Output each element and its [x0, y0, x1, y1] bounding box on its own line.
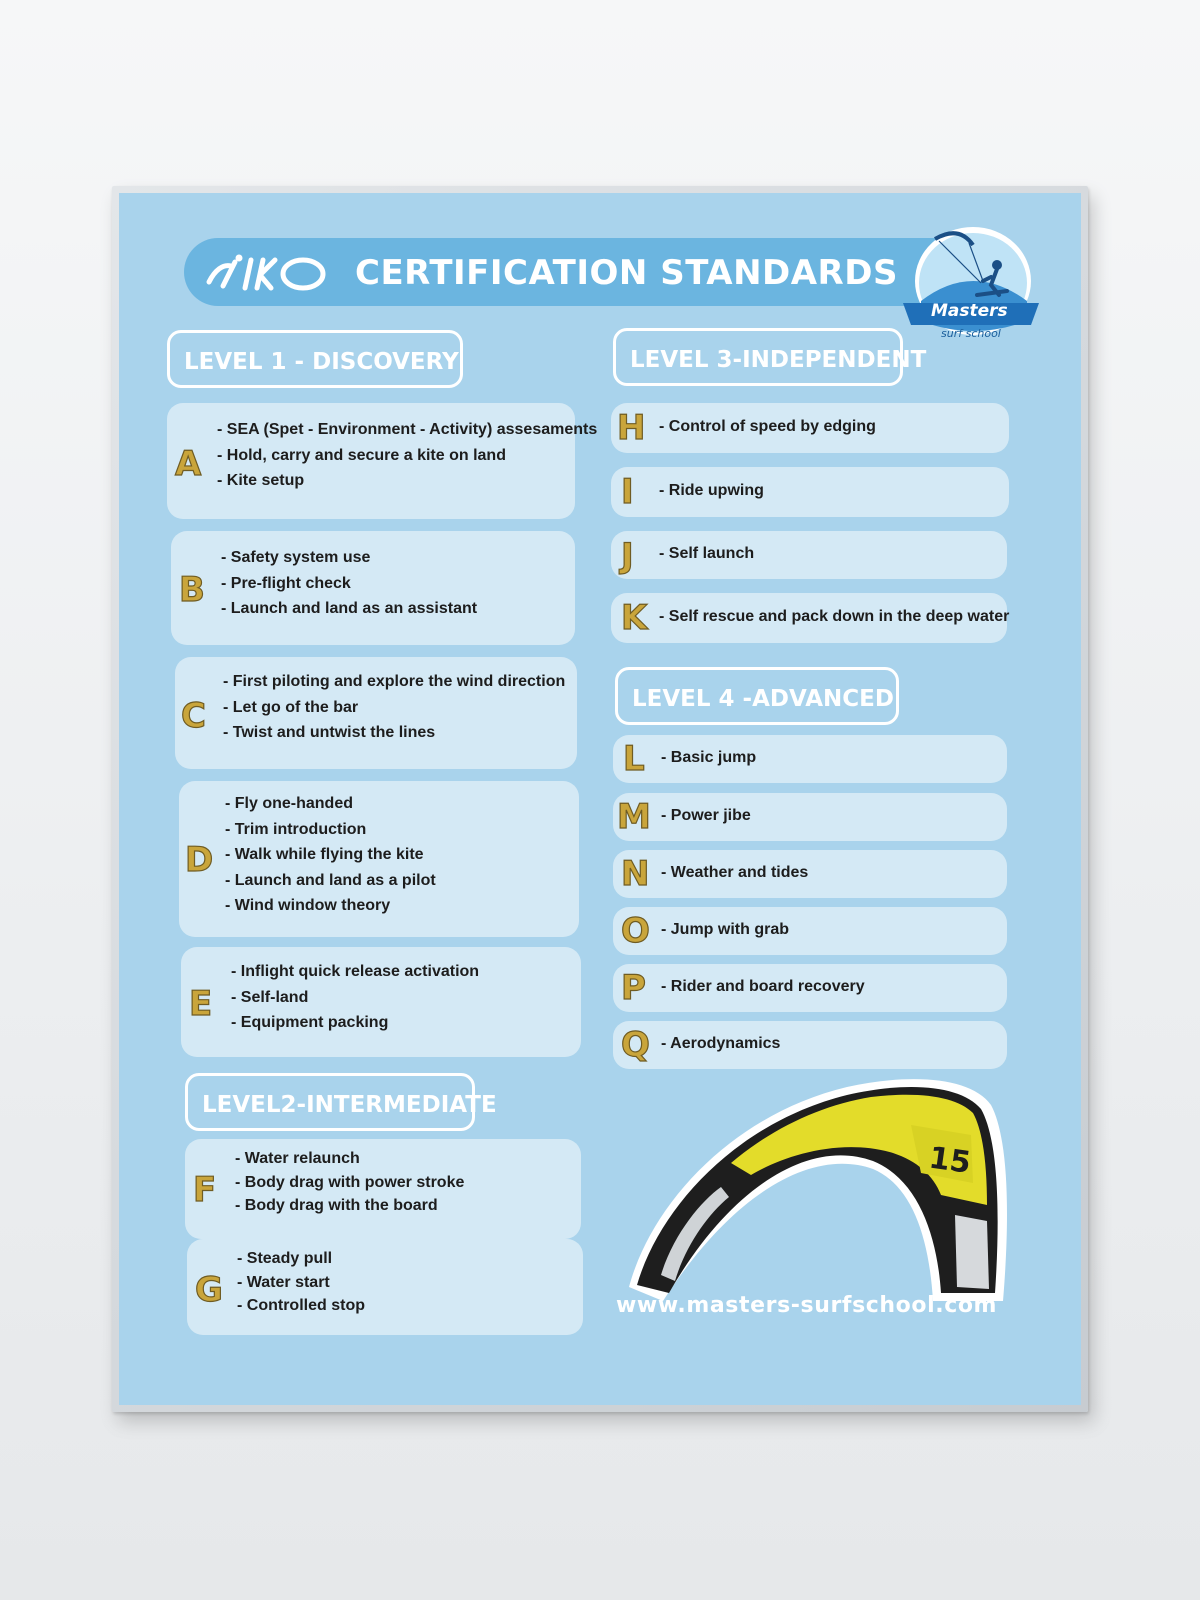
card-letter: F: [193, 1170, 217, 1210]
card-text: - Self rescue and pack down in the deep water: [659, 608, 1010, 625]
list-item: - Inflight quick release activation: [231, 963, 480, 980]
list-item: - Fly one-handed: [225, 795, 353, 812]
card-n: [613, 850, 1007, 898]
card-items: [217, 417, 597, 494]
card-letter: D: [185, 840, 214, 880]
list-item: - Wind window theory: [225, 897, 391, 914]
card-e: [181, 947, 581, 1057]
list-item: - Let go of the bar: [223, 698, 359, 716]
list-item: - Body drag with the board: [235, 1197, 438, 1214]
card-l: [613, 735, 1007, 783]
card-text: - Aerodynamics: [661, 1035, 781, 1052]
level-4-heading: LEVEL 4 -ADVANCED: [615, 667, 899, 725]
list-item: - Controlled stop: [237, 1297, 365, 1314]
card-d: [179, 781, 579, 937]
card-text: - Basic jump: [661, 749, 757, 766]
card-letter: L: [623, 739, 645, 779]
card-letter: Q: [621, 1025, 650, 1065]
page-title: CERTIFICATION STANDARDS: [355, 253, 898, 293]
card-o: [613, 907, 1007, 955]
kite-print-number: 15: [926, 1140, 973, 1181]
list-item: - Launch and land as a pilot: [225, 871, 436, 889]
card-j: [611, 531, 1007, 579]
iko-logo-icon: [201, 248, 331, 298]
card-letter: H: [617, 408, 646, 448]
card-i: [611, 467, 1009, 517]
card-text: - Rider and board recovery: [661, 978, 865, 995]
card-items: [225, 791, 436, 919]
card-letter: M: [617, 797, 651, 837]
list-item: - Water relaunch: [235, 1150, 360, 1167]
school-subtitle: surf school: [941, 327, 1001, 340]
list-item: - Safety system use: [221, 549, 371, 566]
card-h: [611, 403, 1009, 453]
card-items: [223, 669, 565, 746]
list-item: - Body drag with power stroke: [235, 1173, 465, 1191]
card-b: [171, 531, 575, 645]
card-text: - Control of speed by edging: [659, 418, 876, 435]
card-letter: I: [621, 472, 634, 512]
card-letter: C: [181, 696, 206, 736]
card-text: - Weather and tides: [661, 864, 809, 881]
card-letter: G: [195, 1270, 223, 1310]
list-item: - Steady pull: [237, 1250, 333, 1267]
list-item: - First piloting and explore the wind direction: [223, 673, 566, 690]
card-letter: K: [621, 598, 648, 638]
card-letter: E: [189, 984, 213, 1024]
list-item: - Pre-flight check: [221, 574, 351, 592]
list-item: - Self-land: [231, 988, 309, 1006]
card-c: [175, 657, 577, 769]
card-f: [185, 1139, 581, 1239]
school-name: Masters: [931, 301, 1008, 321]
list-item: - Walk while flying the kite: [225, 846, 424, 863]
card-items: [237, 1247, 365, 1318]
poster: [119, 193, 1081, 1405]
card-text: - Self launch: [659, 545, 755, 562]
card-a: [167, 403, 598, 519]
card-letter: J: [621, 536, 634, 576]
card-items: [231, 959, 479, 1036]
card-text: - Jump with grab: [661, 921, 789, 938]
list-item: - Equipment packing: [231, 1014, 389, 1031]
list-item: - Hold, carry and secure a kite on land: [217, 446, 506, 464]
card-items: [221, 545, 477, 622]
level-3-heading: LEVEL 3-INDEPENDENT: [613, 328, 903, 386]
card-m: [613, 793, 1007, 841]
website-url: www.masters-surfschool.com: [616, 1293, 998, 1318]
list-item: - Twist and untwist the lines: [223, 724, 436, 741]
card-p: [613, 964, 1007, 1012]
list-item: - Water start: [237, 1273, 330, 1291]
card-text: - Ride upwing: [659, 482, 764, 499]
card-k: [611, 593, 1010, 643]
card-letter: O: [621, 911, 650, 951]
kite-illustration-icon: [611, 1065, 1031, 1305]
list-item: - Launch and land as an assistant: [221, 600, 478, 617]
list-item: - Kite setup: [217, 472, 305, 489]
card-q: [613, 1021, 1007, 1069]
list-item: - Trim introduction: [225, 820, 367, 838]
card-text: - Power jibe: [661, 807, 751, 824]
level-1-heading: LEVEL 1 - DISCOVERY: [167, 330, 463, 388]
card-g: [187, 1239, 583, 1335]
card-letter: A: [175, 444, 202, 484]
card-letter: N: [621, 854, 650, 894]
list-item: - SEA (Spet - Environment - Activity) assesaments: [217, 421, 598, 438]
card-items: [235, 1147, 464, 1218]
level-2-heading: LEVEL2-INTERMEDIATE: [185, 1073, 475, 1131]
card-letter: B: [179, 570, 205, 610]
card-letter: P: [621, 968, 646, 1008]
